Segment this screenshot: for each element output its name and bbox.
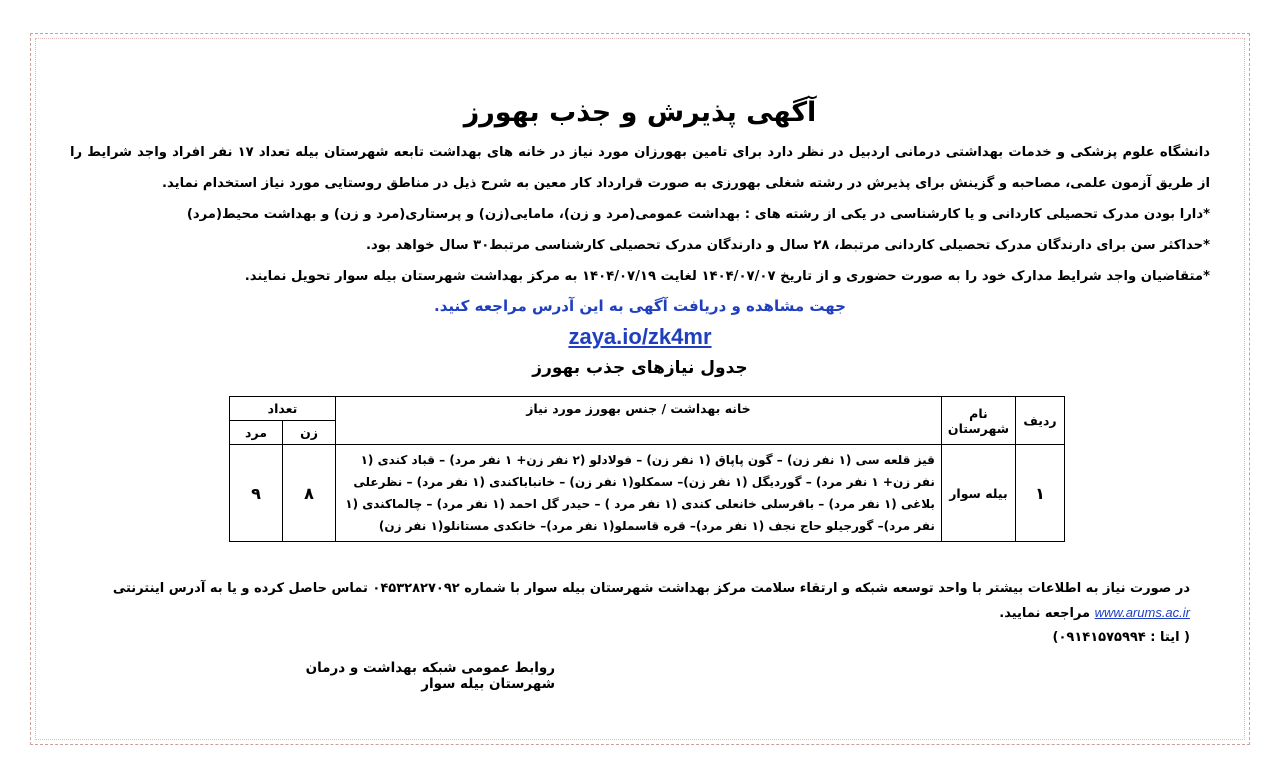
eitaa-contact: ( ایتا : ۰۹۱۴۱۵۷۵۹۹۴) <box>1052 630 1190 645</box>
row-number: ۱ <box>1016 445 1065 542</box>
row-male-count: ۹ <box>230 445 283 542</box>
signature: روابط عمومی شبکه بهداشت و درمان شهرستان بیله سوار <box>305 660 555 692</box>
announcement-body <box>70 95 1210 386</box>
header-male: مرد <box>230 421 283 445</box>
contact-text: در صورت نیاز به اطلاعات بیشتر با واحد توسعه شبکه و ارتقاء سلامت مرکز بهداشت شهرستان بیله سوار با شماره ۰۴۵۳۲۸۲۷۰۹۲ تماس حاصل کرده و یا به آدرس اینترنتی <box>112 581 1190 596</box>
announcement-title: آگهی پذیرش و جذب بهورز <box>463 97 817 128</box>
condition-age: *حداکثر سن برای دارندگان مدرک تحصیلی کاردانی مرتبط، ۲۸ سال و دارندگان مدرک تحصیلی کارشناسی مرتبط۳۰ سال خواهد بود. <box>365 238 1210 253</box>
contact-text-end: مراجعه نمایید. <box>999 606 1091 621</box>
table-title: جدول نیازهای جذب بهورز <box>532 358 748 378</box>
website-link[interactable]: www.arums.ac.ir <box>1094 605 1190 620</box>
short-link[interactable]: zaya.io/zk4mr <box>568 324 712 349</box>
intro-paragraph: دانشگاه علوم پزشکی و خدمات بهداشتی درمانی اردبیل در نظر دارد برای تامین بهورزان مورد نیاز در خانه های بهداشت تابعه شهرستان بیله تعداد ۱۷ نفر افراد واجد شرایط را از طریق آزمون علمی، مصاحبه و گزینش برای پذیرش در رشته شغلی بهورزی به صورت قرارداد کار معین به شرح ذیل در مناطق روستایی مورد نیاز استخدام نماید. <box>70 145 1210 191</box>
header-count: تعداد <box>230 397 336 421</box>
header-detail: خانه بهداشت / جنس بهورز مورد نیاز <box>336 397 942 445</box>
condition-submission: *متقاضیان واجد شرایط مدارک خود را به صورت حضوری و از تاریخ ۱۴۰۴/۰۷/۰۷ لغایت ۱۴۰۴/۰۷/۱۹ به مرکز بهداشت شهرستان بیله سوار تحویل نمایند. <box>244 269 1210 284</box>
row-city: بیله سوار <box>941 445 1015 542</box>
call-to-action: جهت مشاهده و دریافت آگهی به این آدرس مراجعه کنید. <box>434 297 846 315</box>
table-row <box>230 445 1065 542</box>
header-city: نام شهرستان <box>941 397 1015 445</box>
header-female: زن <box>283 421 336 445</box>
condition-education: *دارا بودن مدرک تحصیلی کاردانی و یا کارشناسی در یکی از رشته های : بهداشت عمومی(مرد و زن)، مامایی(زن) و پرستاری(مرد و زن) و بهداشت محیط(مرد) <box>186 207 1210 222</box>
header-row-number: ردیف <box>1016 397 1065 445</box>
contact-line <box>90 577 1190 626</box>
contact-info <box>90 577 1190 650</box>
row-detail: قیز قلعه سی (۱ نفر زن) – گون پاپاق (۱ نفر زن) – فولادلو (۲ نفر زن+ ۱ نفر مرد) – قباد کندی (۱ نفر زن+ ۱ نفر مرد) – گوردیگل (۱ نفر زن)– سمکلو(۱ نفر زن) – خانباباکندی (۱ نفر مرد) – نظرعلی بلاغی (۱ نفر مرد) – باقرسلی خانعلی کندی (۱ نفر مرد ) – حیدر گل احمد (۱ نفر مرد) – چالماکندی (۱ نفر مرد)– گورجیلو حاج نجف (۱ نفر مرد)– قره قاسملو(۱ نفر مرد)– خانکدی مستانلو(۱ نفر زن) <box>336 445 942 542</box>
requirements-table <box>229 396 1065 542</box>
row-female-count: ۸ <box>283 445 336 542</box>
